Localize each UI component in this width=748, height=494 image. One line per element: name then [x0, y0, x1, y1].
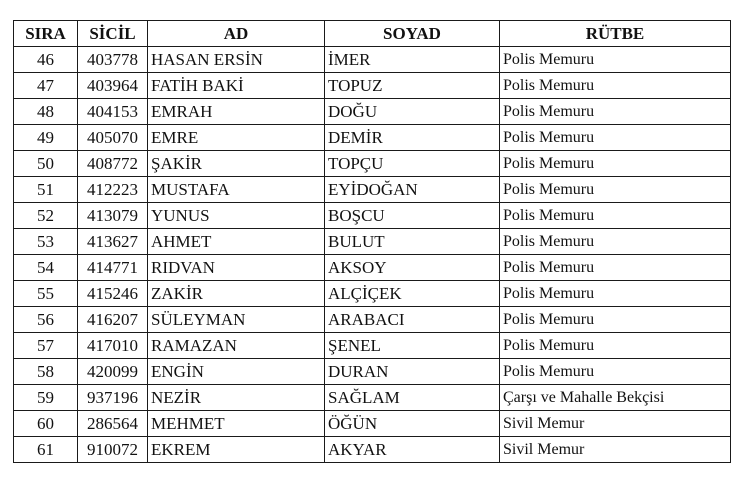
cell-soyad: DOĞU: [325, 99, 500, 125]
cell-sira: 61: [14, 437, 78, 463]
cell-ad: HASAN ERSİN: [148, 47, 325, 73]
cell-rutbe: Polis Memuru: [500, 73, 731, 99]
cell-sicil: 404153: [78, 99, 148, 125]
cell-ad: YUNUS: [148, 203, 325, 229]
table-row: [14, 333, 731, 359]
cell-sira: 58: [14, 359, 78, 385]
cell-ad: EMRE: [148, 125, 325, 151]
table-row: [14, 151, 731, 177]
cell-rutbe: Polis Memuru: [500, 307, 731, 333]
cell-rutbe: Polis Memuru: [500, 99, 731, 125]
cell-sicil: 937196: [78, 385, 148, 411]
cell-soyad: TOPÇU: [325, 151, 500, 177]
table-row: [14, 99, 731, 125]
cell-sira: 50: [14, 151, 78, 177]
cell-sira: 53: [14, 229, 78, 255]
cell-sicil: 403964: [78, 73, 148, 99]
cell-soyad: ARABACI: [325, 307, 500, 333]
cell-sicil: 408772: [78, 151, 148, 177]
cell-sira: 57: [14, 333, 78, 359]
cell-ad: EMRAH: [148, 99, 325, 125]
cell-rutbe: Sivil Memur: [500, 411, 731, 437]
cell-sira: 51: [14, 177, 78, 203]
table-header: [14, 21, 731, 47]
cell-sicil: 413079: [78, 203, 148, 229]
cell-rutbe: Polis Memuru: [500, 125, 731, 151]
table-row: [14, 73, 731, 99]
cell-rutbe: Polis Memuru: [500, 47, 731, 73]
cell-soyad: AKSOY: [325, 255, 500, 281]
cell-rutbe: Polis Memuru: [500, 203, 731, 229]
table-row: [14, 281, 731, 307]
cell-rutbe: Polis Memuru: [500, 255, 731, 281]
table-row: [14, 47, 731, 73]
cell-sicil: 415246: [78, 281, 148, 307]
personnel-list-document: [13, 20, 731, 463]
table-row: [14, 125, 731, 151]
cell-soyad: İMER: [325, 47, 500, 73]
table-row: [14, 203, 731, 229]
cell-sicil: 403778: [78, 47, 148, 73]
cell-sira: 59: [14, 385, 78, 411]
cell-sira: 55: [14, 281, 78, 307]
cell-ad: AHMET: [148, 229, 325, 255]
cell-soyad: BULUT: [325, 229, 500, 255]
cell-sicil: 416207: [78, 307, 148, 333]
header-ad: AD: [148, 21, 325, 47]
table-row: [14, 385, 731, 411]
cell-ad: ŞAKİR: [148, 151, 325, 177]
cell-rutbe: Polis Memuru: [500, 281, 731, 307]
cell-ad: EKREM: [148, 437, 325, 463]
cell-ad: FATİH BAKİ: [148, 73, 325, 99]
cell-sicil: 286564: [78, 411, 148, 437]
cell-soyad: DURAN: [325, 359, 500, 385]
table-row: [14, 177, 731, 203]
cell-sicil: 417010: [78, 333, 148, 359]
cell-sira: 48: [14, 99, 78, 125]
header-row: [14, 21, 731, 47]
cell-rutbe: Polis Memuru: [500, 359, 731, 385]
table-row: [14, 307, 731, 333]
cell-ad: RAMAZAN: [148, 333, 325, 359]
cell-ad: NEZİR: [148, 385, 325, 411]
cell-soyad: ALÇİÇEK: [325, 281, 500, 307]
header-sira: SIRA: [14, 21, 78, 47]
cell-ad: MEHMET: [148, 411, 325, 437]
cell-sira: 47: [14, 73, 78, 99]
cell-sira: 46: [14, 47, 78, 73]
cell-rutbe: Polis Memuru: [500, 151, 731, 177]
table-row: [14, 437, 731, 463]
cell-sicil: 405070: [78, 125, 148, 151]
table-row: [14, 411, 731, 437]
cell-rutbe: Polis Memuru: [500, 177, 731, 203]
cell-ad: SÜLEYMAN: [148, 307, 325, 333]
header-soyad: SOYAD: [325, 21, 500, 47]
cell-sicil: 420099: [78, 359, 148, 385]
cell-ad: MUSTAFA: [148, 177, 325, 203]
table-row: [14, 359, 731, 385]
header-sicil: SİCİL: [78, 21, 148, 47]
table-row: [14, 255, 731, 281]
header-rutbe: RÜTBE: [500, 21, 731, 47]
cell-sicil: 414771: [78, 255, 148, 281]
cell-soyad: DEMİR: [325, 125, 500, 151]
cell-rutbe: Sivil Memur: [500, 437, 731, 463]
cell-soyad: ÖĞÜN: [325, 411, 500, 437]
cell-rutbe: Çarşı ve Mahalle Bekçisi: [500, 385, 731, 411]
cell-sicil: 910072: [78, 437, 148, 463]
cell-ad: ENGİN: [148, 359, 325, 385]
cell-sicil: 412223: [78, 177, 148, 203]
cell-rutbe: Polis Memuru: [500, 229, 731, 255]
table-body: [14, 47, 731, 463]
cell-sira: 54: [14, 255, 78, 281]
table-row: [14, 229, 731, 255]
cell-soyad: ŞENEL: [325, 333, 500, 359]
cell-rutbe: Polis Memuru: [500, 333, 731, 359]
cell-soyad: EYİDOĞAN: [325, 177, 500, 203]
cell-sicil: 413627: [78, 229, 148, 255]
cell-sira: 56: [14, 307, 78, 333]
cell-sira: 60: [14, 411, 78, 437]
cell-sira: 52: [14, 203, 78, 229]
personnel-table: [13, 20, 731, 463]
cell-soyad: AKYAR: [325, 437, 500, 463]
cell-soyad: SAĞLAM: [325, 385, 500, 411]
cell-ad: RIDVAN: [148, 255, 325, 281]
cell-ad: ZAKİR: [148, 281, 325, 307]
cell-soyad: TOPUZ: [325, 73, 500, 99]
cell-soyad: BOŞCU: [325, 203, 500, 229]
cell-sira: 49: [14, 125, 78, 151]
